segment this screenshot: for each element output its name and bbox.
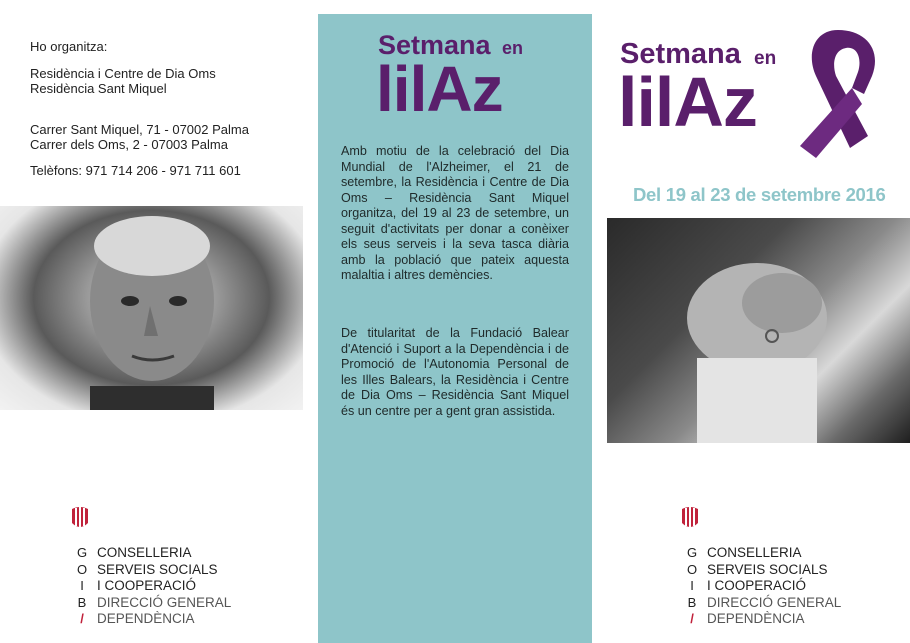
- organizer-label: Ho organitza:: [30, 39, 108, 54]
- goib-letter-g: G: [76, 545, 88, 560]
- elderly-man-photo: [0, 206, 303, 410]
- goib-line-3: I COOPERACIÓ: [707, 578, 807, 594]
- goib-slash: /: [690, 611, 694, 627]
- goib-line-5: DEPENDÈNCIA: [707, 611, 805, 627]
- paragraph-1: Amb motiu de la celebració del Dia Mundial de l'Alzheimer, el 21 de setembre, la Residència i Centre de Dia Oms – Residència Sant Miquel organitza, del 19 al 23 de setembre, un seguit d'activitats per donar a conèixer els seus serveis i la seva tasca diària amb la població que pateix aquesta malaltia i altres demències.: [341, 144, 569, 282]
- organizer-1: Residència i Centre de Dia Oms: [30, 66, 216, 81]
- goib-line-5: DEPENDÈNCIA: [97, 611, 195, 627]
- balearic-flag-icon: [70, 505, 90, 531]
- goib-letters: [75, 545, 89, 628]
- goib-line-4: DIRECCIÓ GENERAL: [707, 594, 842, 610]
- goib-letter-o: O: [76, 561, 88, 577]
- holding-hands-photo: [607, 218, 910, 443]
- right-title-lilaz: lilAz: [618, 63, 757, 141]
- goib-line-2: SERVEIS SOCIALS: [707, 561, 828, 577]
- goib-letter-i: I: [80, 578, 84, 594]
- purple-ribbon-icon: [792, 24, 884, 164]
- goib-line-2: SERVEIS SOCIALS: [97, 561, 218, 577]
- address-2: Carrer dels Oms, 2 - 07003 Palma: [30, 137, 228, 152]
- goib-text: [707, 545, 841, 628]
- goib-text: [97, 545, 231, 628]
- event-dates: Del 19 al 23 de setembre 2016: [633, 184, 886, 205]
- goib-slash: /: [80, 611, 84, 627]
- goib-line-1: CONSELLERIA: [97, 545, 192, 560]
- paragraph-2: De titularitat de la Fundació Balear d'Atenció i Suport a la Dependència i de Promoció de l'Autonomia Personal de les Illes Balears, la Residència i Centre de Dia Oms – Residència Sant Miquel és un centre per a gent gran assistida.: [341, 326, 569, 418]
- goib-letters: [685, 545, 699, 628]
- title-line1: Setmana: [378, 30, 491, 60]
- right-title-line1: Setmana: [620, 38, 741, 70]
- title-en: en: [502, 38, 524, 58]
- title-lilaz: lilAz: [376, 53, 503, 125]
- balearic-flag-icon: [680, 505, 700, 531]
- goib-letter-b: B: [687, 594, 697, 610]
- address-1: Carrer Sant Miquel, 71 - 07002 Palma: [30, 122, 249, 137]
- goib-letter-b: B: [77, 594, 87, 610]
- phone-numbers: Telèfons: 971 714 206 - 971 711 601: [30, 163, 241, 178]
- goib-letter-i: I: [690, 578, 694, 594]
- holding-hands-illustration: [607, 218, 910, 443]
- middle-panel: [318, 14, 592, 643]
- right-title-en: en: [754, 48, 777, 69]
- goib-line-1: CONSELLERIA: [707, 545, 802, 560]
- organizer-2: Residència Sant Miquel: [30, 81, 167, 96]
- goib-letter-o: O: [686, 561, 698, 577]
- goib-letter-g: G: [686, 545, 698, 560]
- goib-line-3: I COOPERACIÓ: [97, 578, 197, 594]
- elderly-man-illustration: [0, 206, 303, 410]
- goib-line-4: DIRECCIÓ GENERAL: [97, 594, 232, 610]
